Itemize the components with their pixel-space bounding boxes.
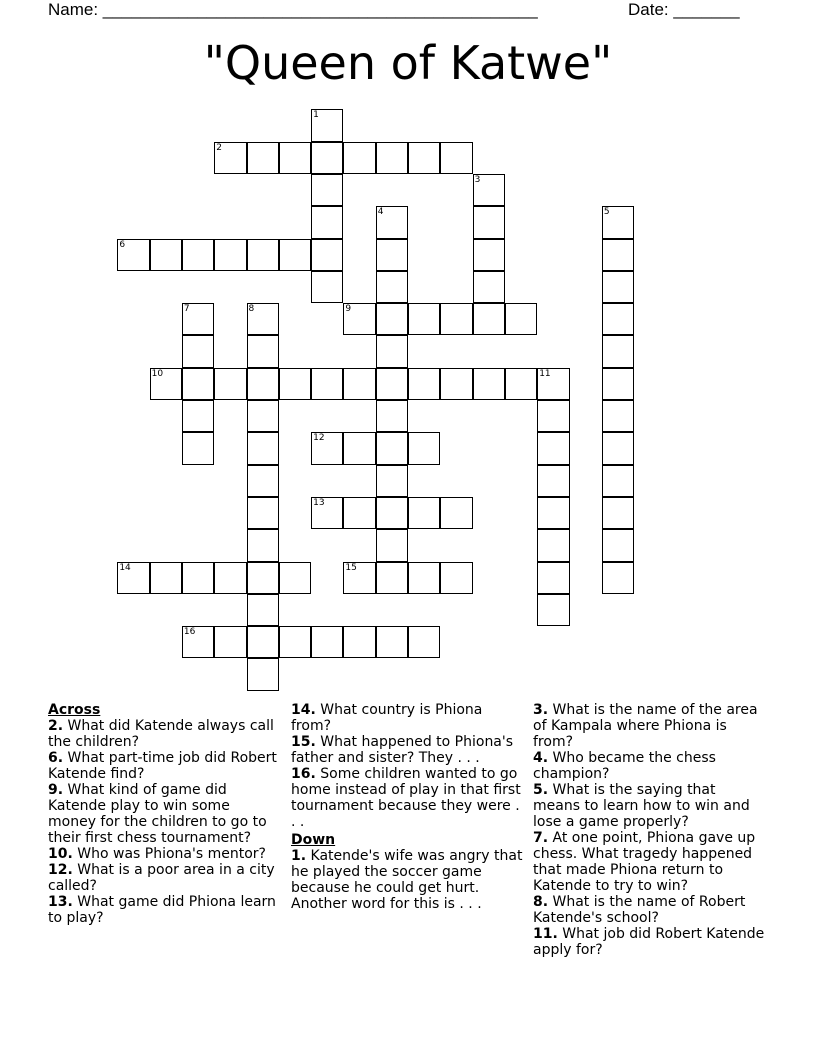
grid-cell[interactable]	[376, 303, 408, 335]
clue-down-11: 11. What job did Robert Katende apply for?	[533, 926, 765, 958]
grid-cell[interactable]	[408, 432, 440, 464]
grid-cell[interactable]	[440, 142, 472, 174]
grid-cell[interactable]	[182, 368, 214, 400]
name-field-label: Name: ______________________________________________	[48, 0, 538, 19]
cell-number: 15	[345, 562, 357, 573]
grid-cell[interactable]	[537, 368, 569, 400]
clue-down-7: 7. At one point, Phiona gave up chess. What tragedy happened that made Phiona return to Katende to try to win?	[533, 830, 756, 894]
grid-cell[interactable]	[150, 239, 182, 271]
grid-cell[interactable]	[376, 142, 408, 174]
grid-cell[interactable]	[182, 626, 214, 658]
grid-cell[interactable]	[279, 626, 311, 658]
grid-cell[interactable]	[537, 594, 569, 626]
grid-cell[interactable]	[408, 562, 440, 594]
grid-cell[interactable]	[376, 239, 408, 271]
grid-cell[interactable]	[473, 206, 505, 238]
grid-cell[interactable]	[311, 206, 343, 238]
grid-cell[interactable]	[279, 142, 311, 174]
grid-cell[interactable]	[247, 658, 279, 690]
grid-cell[interactable]	[182, 562, 214, 594]
grid-cell[interactable]	[473, 174, 505, 206]
grid-cell[interactable]	[408, 368, 440, 400]
grid-cell[interactable]	[537, 529, 569, 561]
clue-down-5: 5. What is the saying that means to learn how to win and lose a game properly?	[533, 782, 750, 830]
grid-cell[interactable]	[376, 335, 408, 367]
grid-cell[interactable]	[537, 497, 569, 529]
grid-cell[interactable]	[602, 529, 634, 561]
grid-cell[interactable]	[505, 303, 537, 335]
grid-cell[interactable]	[150, 368, 182, 400]
grid-cell[interactable]	[247, 465, 279, 497]
grid-cell[interactable]	[279, 368, 311, 400]
grid-cell[interactable]	[440, 303, 472, 335]
grid-cell[interactable]	[376, 400, 408, 432]
grid-cell[interactable]	[247, 239, 279, 271]
grid-cell[interactable]	[602, 303, 634, 335]
grid-cell[interactable]	[343, 303, 375, 335]
clue-column-1	[48, 702, 280, 926]
across-heading: Across	[48, 702, 101, 718]
grid-cell[interactable]	[182, 335, 214, 367]
clue-across-16: 16. Some children wanted to go home instead of play in that first tournament because they were . . .	[291, 766, 521, 830]
grid-cell[interactable]	[602, 206, 634, 238]
grid-cell[interactable]	[602, 497, 634, 529]
grid-cell[interactable]	[537, 465, 569, 497]
clue-across-12: 12. What is a poor area in a city called?	[48, 862, 275, 894]
cell-number: 1	[313, 110, 319, 121]
clue-down-3: 3. What is the name of the area of Kampala where Phiona is from?	[533, 702, 758, 750]
grid-cell[interactable]	[602, 562, 634, 594]
grid-cell[interactable]	[247, 432, 279, 464]
grid-cell[interactable]	[214, 239, 246, 271]
cell-number: 14	[119, 562, 131, 573]
grid-cell[interactable]	[602, 368, 634, 400]
grid-cell[interactable]	[182, 400, 214, 432]
cell-number: 11	[539, 368, 551, 379]
grid-cell[interactable]	[537, 562, 569, 594]
grid-cell[interactable]	[376, 562, 408, 594]
grid-cell[interactable]	[311, 271, 343, 303]
grid-cell[interactable]	[214, 368, 246, 400]
grid-cell[interactable]	[602, 271, 634, 303]
grid-cell[interactable]	[602, 432, 634, 464]
grid-cell[interactable]	[311, 626, 343, 658]
grid-cell[interactable]	[247, 562, 279, 594]
grid-cell[interactable]	[473, 368, 505, 400]
clue-across-10: 10. Who was Phiona's mentor?	[48, 846, 266, 862]
grid-cell[interactable]	[247, 497, 279, 529]
cell-number: 3	[474, 174, 481, 185]
grid-cell[interactable]	[473, 303, 505, 335]
grid-cell[interactable]	[311, 142, 343, 174]
cell-number: 9	[345, 304, 352, 315]
grid-cell[interactable]	[376, 626, 408, 658]
grid-cell[interactable]	[214, 562, 246, 594]
grid-cell[interactable]	[602, 400, 634, 432]
clue-column-2	[291, 702, 523, 912]
grid-cell[interactable]	[505, 368, 537, 400]
page-title: "Queen of Katwe"	[203, 36, 613, 90]
clue-across-9: 9. What kind of game did Katende play to win some money for the children to go to their first chess tournament?	[48, 782, 267, 846]
cell-number: 2	[216, 142, 222, 153]
grid-cell[interactable]	[537, 432, 569, 464]
grid-cell[interactable]	[440, 497, 472, 529]
cell-number: 12	[313, 433, 325, 444]
grid-cell[interactable]	[602, 239, 634, 271]
cell-number: 8	[248, 304, 255, 315]
grid-cell[interactable]	[214, 626, 246, 658]
grid-cell[interactable]	[343, 432, 375, 464]
grid-cell[interactable]	[408, 626, 440, 658]
grid-cell[interactable]	[117, 239, 149, 271]
grid-cell[interactable]	[311, 174, 343, 206]
cell-number: 5	[603, 207, 610, 218]
clue-down-4: 4. Who became the chess champion?	[533, 750, 716, 782]
cell-number: 6	[119, 239, 126, 250]
grid-cell[interactable]	[376, 432, 408, 464]
grid-cell[interactable]	[247, 142, 279, 174]
grid-cell[interactable]	[182, 432, 214, 464]
grid-cell[interactable]	[376, 465, 408, 497]
grid-cell[interactable]	[117, 562, 149, 594]
grid-cell[interactable]	[408, 142, 440, 174]
grid-cell[interactable]	[343, 562, 375, 594]
clue-down-1: 1. Katende's wife was angry that he played the soccer game because he could get hurt. Another word for this is . . .	[291, 848, 523, 912]
clue-across-14: 14. What country is Phiona from?	[291, 702, 483, 734]
cell-number: 13	[313, 497, 325, 508]
grid-cell[interactable]	[473, 239, 505, 271]
grid-cell[interactable]	[182, 303, 214, 335]
grid-cell[interactable]	[247, 626, 279, 658]
grid-cell[interactable]	[247, 303, 279, 335]
grid-cell[interactable]	[473, 271, 505, 303]
grid-cell[interactable]	[247, 335, 279, 367]
clue-across-13: 13. What game did Phiona learn to play?	[48, 894, 276, 926]
grid-cell[interactable]	[311, 239, 343, 271]
grid-cell[interactable]	[247, 400, 279, 432]
grid-cell[interactable]	[279, 239, 311, 271]
grid-cell[interactable]	[311, 497, 343, 529]
grid-cell[interactable]	[376, 368, 408, 400]
grid-cell[interactable]	[376, 529, 408, 561]
date-field-label: Date: _______	[628, 0, 740, 19]
clue-down-8: 8. What is the name of Robert Katende's school?	[533, 894, 746, 926]
grid-cell[interactable]	[182, 239, 214, 271]
grid-cell[interactable]	[279, 562, 311, 594]
grid-cell[interactable]	[440, 368, 472, 400]
cell-number: 10	[151, 368, 164, 379]
grid-cell[interactable]	[376, 206, 408, 238]
clue-across-15: 15. What happened to Phiona's father and sister? They . . .	[291, 734, 514, 766]
clue-across-2: 2. What did Katende always call the children?	[48, 718, 274, 750]
down-heading: Down	[291, 832, 336, 848]
grid-cell[interactable]	[602, 465, 634, 497]
grid-cell[interactable]	[408, 303, 440, 335]
grid-cell[interactable]	[247, 529, 279, 561]
grid-cell[interactable]	[408, 497, 440, 529]
grid-cell[interactable]	[150, 562, 182, 594]
grid-cell[interactable]	[343, 368, 375, 400]
grid-cell[interactable]	[440, 562, 472, 594]
grid-cell[interactable]	[343, 497, 375, 529]
cell-number: 4	[377, 207, 384, 218]
grid-cell[interactable]	[376, 497, 408, 529]
cell-number: 16	[183, 627, 196, 638]
grid-cell[interactable]	[343, 142, 375, 174]
grid-cell[interactable]	[376, 271, 408, 303]
grid-cell[interactable]	[537, 400, 569, 432]
grid-cell[interactable]	[214, 142, 246, 174]
grid-cell[interactable]	[602, 335, 634, 367]
grid-cell[interactable]	[311, 368, 343, 400]
grid-cell[interactable]	[247, 594, 279, 626]
grid-cell[interactable]	[247, 368, 279, 400]
clue-across-6: 6. What part-time job did Robert Katende find?	[48, 750, 277, 782]
grid-cell[interactable]	[343, 626, 375, 658]
clue-column-3	[533, 702, 765, 958]
grid-cell[interactable]	[311, 432, 343, 464]
cell-number: 7	[183, 304, 190, 315]
grid-cell[interactable]	[311, 109, 343, 141]
